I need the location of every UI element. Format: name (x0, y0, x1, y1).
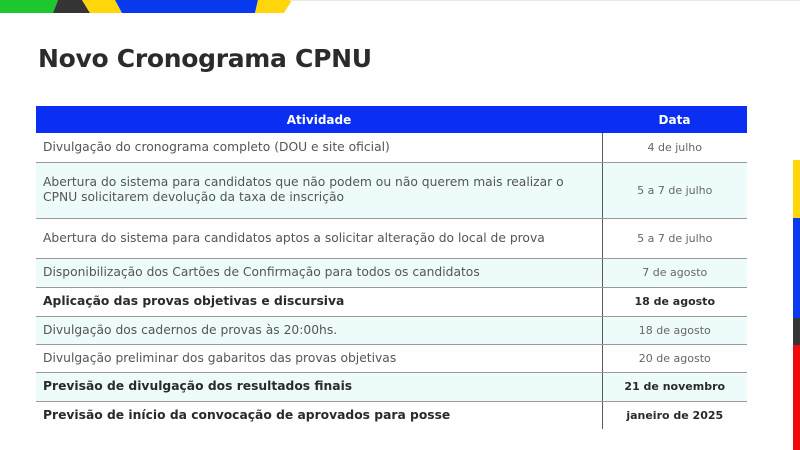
table-row (36, 344, 747, 372)
activity-cell: Divulgação dos cadernos de provas às 20:00hs. (36, 316, 602, 344)
date-cell: janeiro de 2025 (602, 401, 747, 429)
table-row (36, 162, 747, 218)
schedule-table (36, 106, 747, 429)
date-cell: 18 de agosto (602, 316, 747, 344)
table-row (36, 372, 747, 401)
date-cell: 21 de novembro (602, 372, 747, 401)
date-cell: 18 de agosto (602, 287, 747, 316)
date-cell: 5 a 7 de julho (602, 218, 747, 258)
activity-cell: Abertura do sistema para candidatos que não podem ou não querem mais realizar o CPNU solicitarem devolução da taxa de inscrição (36, 162, 602, 218)
table-row (36, 401, 747, 429)
activity-cell: Abertura do sistema para candidatos aptos a solicitar alteração do local de prova (36, 218, 602, 258)
table-row (36, 133, 747, 162)
table-header-row (36, 106, 747, 133)
brand-color-stripe-right (793, 160, 800, 450)
table-row (36, 258, 747, 287)
column-header-activity: Atividade (36, 106, 602, 133)
date-cell: 4 de julho (602, 133, 747, 162)
table-row (36, 287, 747, 316)
date-cell: 20 de agosto (602, 344, 747, 372)
activity-cell: Previsão de divulgação dos resultados finais (36, 372, 602, 401)
table-row (36, 316, 747, 344)
activity-cell: Divulgação preliminar dos gabaritos das provas objetivas (36, 344, 602, 372)
date-cell: 7 de agosto (602, 258, 747, 287)
top-divider-line (290, 0, 800, 1)
column-header-date: Data (602, 106, 747, 133)
table-row (36, 218, 747, 258)
activity-cell: Aplicação das provas objetivas e discursiva (36, 287, 602, 316)
activity-cell: Previsão de início da convocação de aprovados para posse (43, 407, 451, 422)
date-cell: 5 a 7 de julho (602, 162, 747, 218)
brand-color-stripe-top (0, 0, 300, 13)
activity-cell: Disponibilização dos Cartões de Confirmação para todos os candidatos (36, 258, 602, 287)
activity-cell: Divulgação do cronograma completo (DOU e site oficial) (36, 133, 602, 162)
slide-title: Novo Cronograma CPNU (38, 44, 372, 73)
